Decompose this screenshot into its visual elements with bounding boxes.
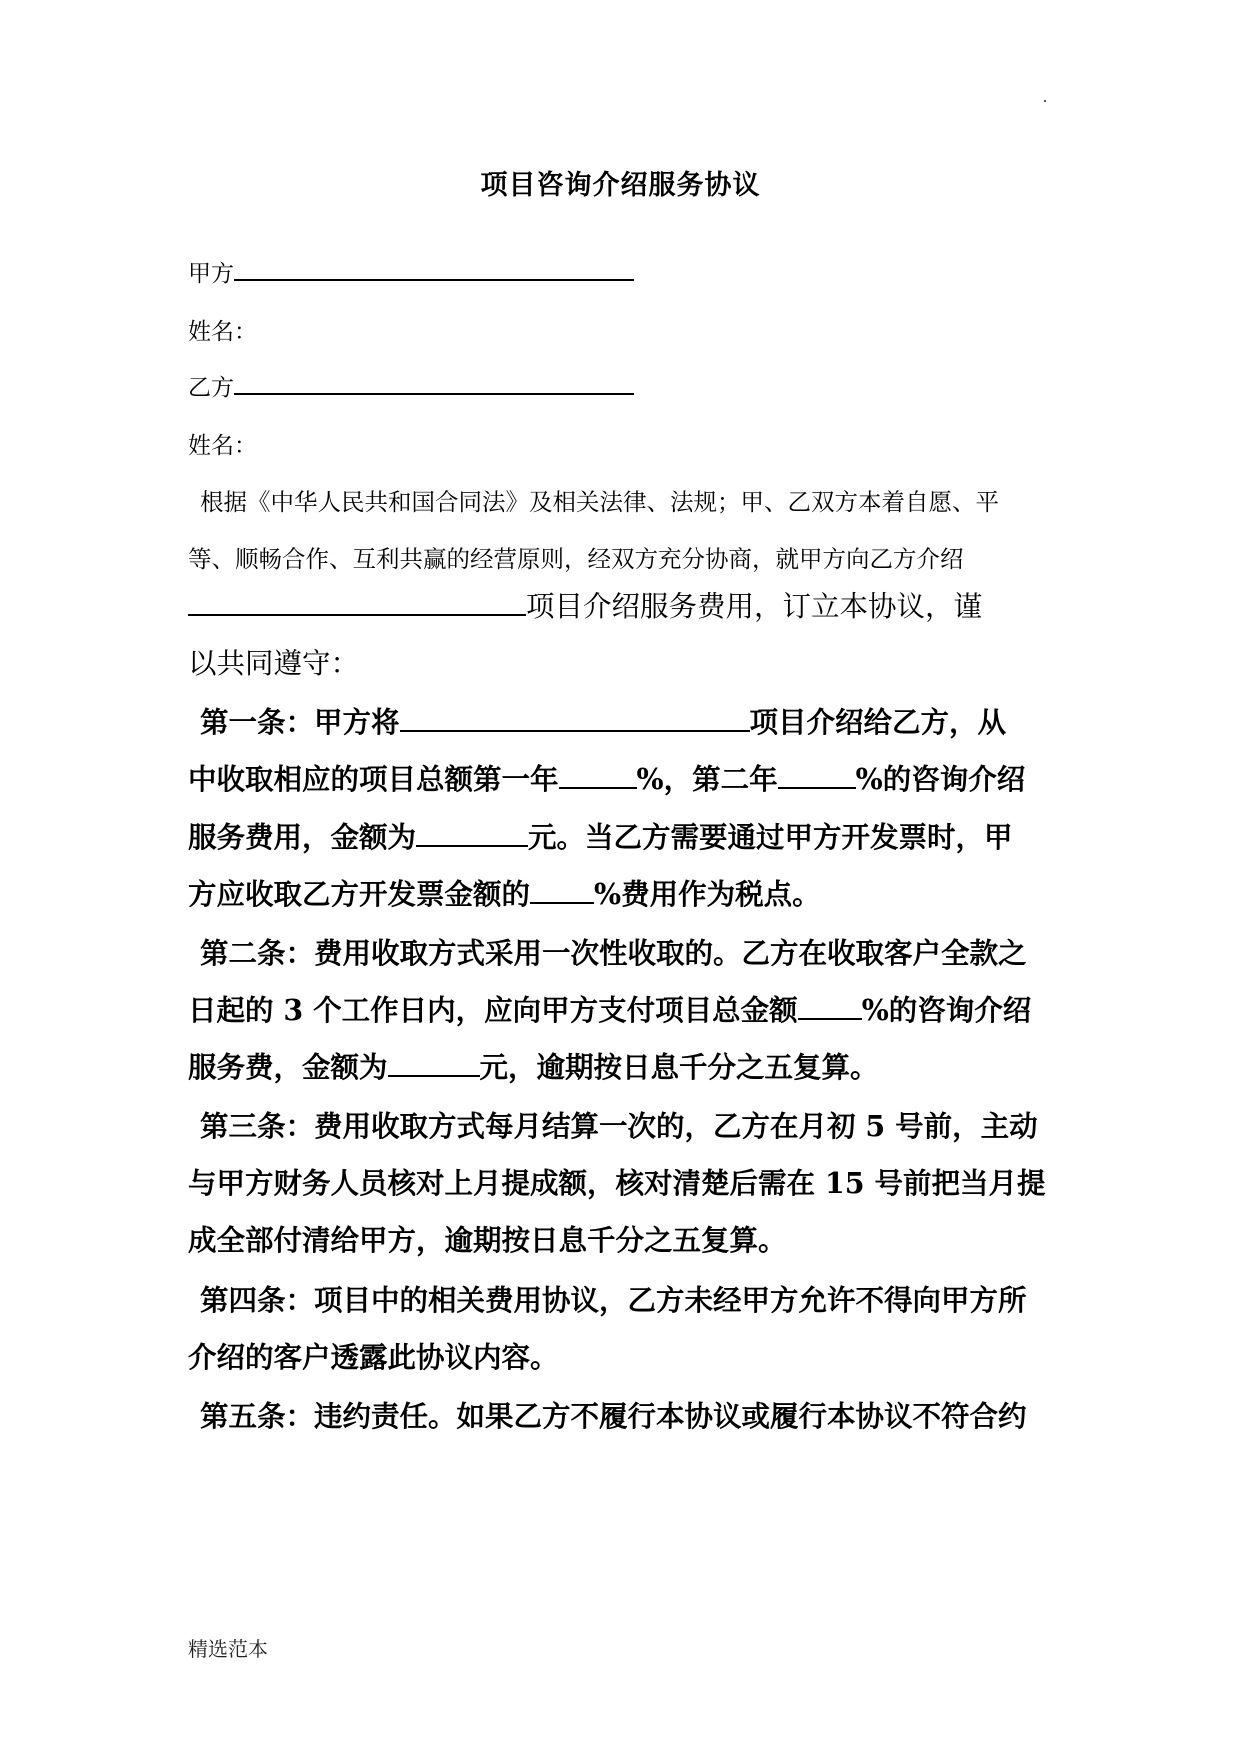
- intro-line-4: 以共同遵守：: [188, 647, 360, 680]
- article-2-line-2: [188, 988, 1031, 1029]
- article-1-blank-amount: [416, 819, 528, 847]
- article-1-text-f: 服务费用，金额为: [188, 820, 417, 854]
- article-2-text-c: %的咨询介绍: [861, 993, 1032, 1027]
- party-a-blank: [234, 257, 634, 281]
- party-b-name: 姓名：: [188, 433, 257, 459]
- corner-dot: [1044, 100, 1046, 102]
- article-1-blank-project: [400, 704, 750, 732]
- article-1-blank-tax: [530, 876, 594, 904]
- article-2-blank-percent: [798, 992, 862, 1020]
- article-1-text-e: %的咨询介绍: [855, 762, 1026, 796]
- article-1-text-b: 项目介绍给乙方，从: [749, 705, 1007, 739]
- article-2-line-3: [188, 1045, 879, 1086]
- article-1-blank-year1: [559, 761, 637, 789]
- party-b-label: 乙方: [188, 375, 234, 401]
- party-b-blank: [234, 371, 634, 395]
- article-4-line-1: 第四条：项目中的相关费用协议，乙方未经甲方允许不得向甲方所: [200, 1283, 1027, 1317]
- article-1-text-h: 方应收取乙方开发票金额的: [188, 877, 531, 911]
- party-b-field: [188, 369, 634, 402]
- article-2-text-e: 元，逾期按日息千分之五复算。: [479, 1050, 879, 1084]
- document-title: 项目咨询介绍服务协议: [480, 170, 761, 201]
- article-1-text-g: 元。当乙方需要通过甲方开发票时，甲: [528, 820, 1013, 854]
- article-2-blank-amount: [388, 1049, 480, 1077]
- article-1-text-i: %费用作为税点。: [594, 877, 821, 911]
- article-3-line-2: 与甲方财务人员核对上月提成额，核对清楚后需在 15 号前把当月提: [188, 1166, 1046, 1200]
- intro-line-3: [188, 584, 982, 625]
- article-2-text-d: 服务费，金额为: [188, 1050, 388, 1084]
- project-blank: [188, 588, 526, 616]
- article-1-text-d: %，第二年: [636, 762, 778, 796]
- article-1-text-c: 中收取相应的项目总额第一年: [188, 762, 559, 796]
- footer-label: 精选范本: [188, 1637, 268, 1661]
- intro-line-2: 等、顺畅合作、互利共赢的经营原则，经双方充分协商，就甲方向乙方介绍: [188, 545, 964, 573]
- article-1-line-1: [200, 700, 1006, 741]
- party-a-field: [188, 255, 634, 288]
- article-2-line-1: 第二条：费用收取方式采用一次性收取的。乙方在收取客户全款之: [200, 936, 1027, 970]
- article-1-line-2: [188, 757, 1025, 798]
- article-1-text-a: 第一条：甲方将: [200, 705, 400, 739]
- article-3-line-3: 成全部付清给甲方，逾期按日息千分之五复算。: [188, 1223, 787, 1257]
- article-3-line-1: 第三条：费用收取方式每月结算一次的，乙方在月初 5 号前，主动: [200, 1109, 1038, 1143]
- intro-line-1: 根据《中华人民共和国合同法》及相关法律、法规；甲、乙双方本着自愿、平: [200, 488, 999, 516]
- intro-line-3-text: 项目介绍服务费用，订立本协议，谨: [526, 590, 983, 623]
- party-a-name: 姓名：: [188, 319, 257, 345]
- article-2-text-b: 日起的 3 个工作日内，应向甲方支付项目总金额: [188, 993, 798, 1027]
- article-5-line-1: 第五条：违约责任。如果乙方不履行本协议或履行本协议不符合约: [200, 1399, 1027, 1433]
- article-1-blank-year2: [778, 761, 856, 789]
- article-4-line-2: 介绍的客户透露此协议内容。: [188, 1340, 559, 1374]
- article-1-line-3: [188, 815, 1013, 856]
- article-1-line-4: [188, 872, 821, 913]
- party-a-label: 甲方: [188, 261, 234, 287]
